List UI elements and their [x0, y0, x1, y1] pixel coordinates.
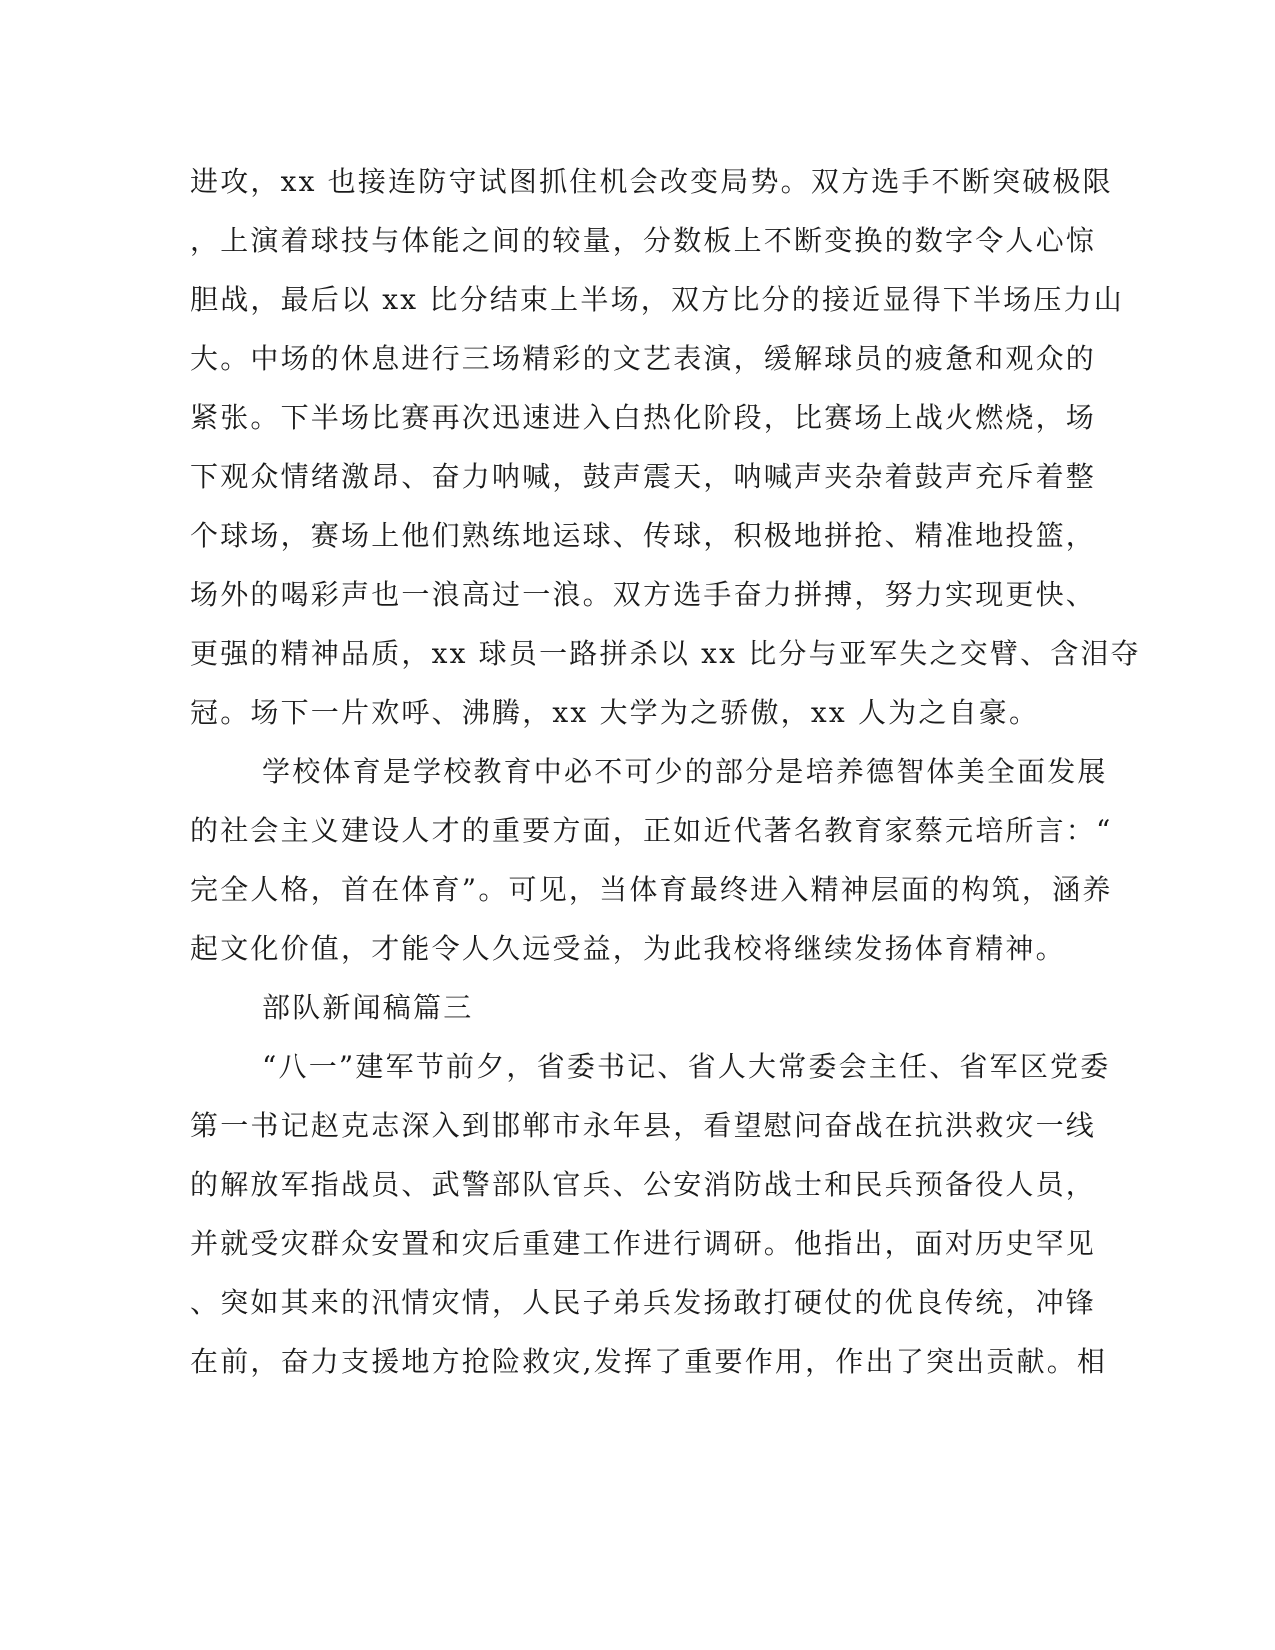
text-line: 紧张。下半场比赛再次迅速进入白热化阶段，比赛场上战火燃烧，场	[190, 401, 1097, 434]
text-line: 个球场，赛场上他们熟练地运球、传球，积极地拼抢、精准地投篮，	[190, 519, 1097, 552]
text-line: 的解放军指战员、武警部队官兵、公安消防战士和民兵预备役人员，	[190, 1168, 1097, 1201]
text-line: 完全人格，首在体育”。可见，当体育最终进入精神层面的构筑，涵养	[190, 873, 1113, 906]
text-line: 第一书记赵克志深入到邯郸市永年县，看望慰问奋战在抗洪救灾一线	[190, 1109, 1097, 1142]
text-line: 起文化价值，才能令人久远受益，为此我校将继续发扬体育精神。	[190, 932, 1066, 965]
paragraph-start-line: 学校体育是学校教育中必不可少的部分是培养德智体美全面发展	[262, 755, 1108, 788]
text-line: 在前，奋力支援地方抢险救灾,发挥了重要作用，作出了突出贡献。相	[190, 1345, 1108, 1378]
section-heading: 部队新闻稿篇三	[262, 991, 474, 1024]
paragraph-start-line: “八一”建军节前夕，省委书记、省人大常委会主任、省军区党委	[262, 1050, 1111, 1083]
text-line: 场外的喝彩声也一浪高过一浪。双方选手奋力拼搏，努力实现更快、	[190, 578, 1097, 611]
text-line: 冠。场下一片欢呼、沸腾，xx 大学为之骄傲，xx 人为之自豪。	[190, 696, 1040, 729]
text-line: ，上演着球技与体能之间的较量，分数板上不断变换的数字令人心惊	[190, 224, 1097, 257]
text-line: 、突如其来的汛情灾情，人民子弟兵发扬敢打硬仗的优良传统，冲锋	[190, 1286, 1097, 1319]
text-line: 大。中场的休息进行三场精彩的文艺表演，缓解球员的疲惫和观众的	[190, 342, 1097, 375]
text-line: 更强的精神品质，xx 球员一路拼杀以 xx 比分与亚军失之交臂、含泪夺	[190, 637, 1141, 670]
text-line: 胆战，最后以 xx 比分结束上半场，双方比分的接近显得下半场压力山	[190, 283, 1124, 316]
text-line: 并就受灾群众安置和灾后重建工作进行调研。他指出，面对历史罕见	[190, 1227, 1097, 1260]
text-line: 下观众情绪激昂、奋力呐喊，鼓声震天，呐喊声夹杂着鼓声充斥着整	[190, 460, 1097, 493]
text-line: 进攻，xx 也接连防守试图抓住机会改变局势。双方选手不断突破极限	[190, 165, 1113, 198]
text-line: 的社会主义建设人才的重要方面，正如近代著名教育家蔡元培所言：“	[190, 814, 1113, 847]
